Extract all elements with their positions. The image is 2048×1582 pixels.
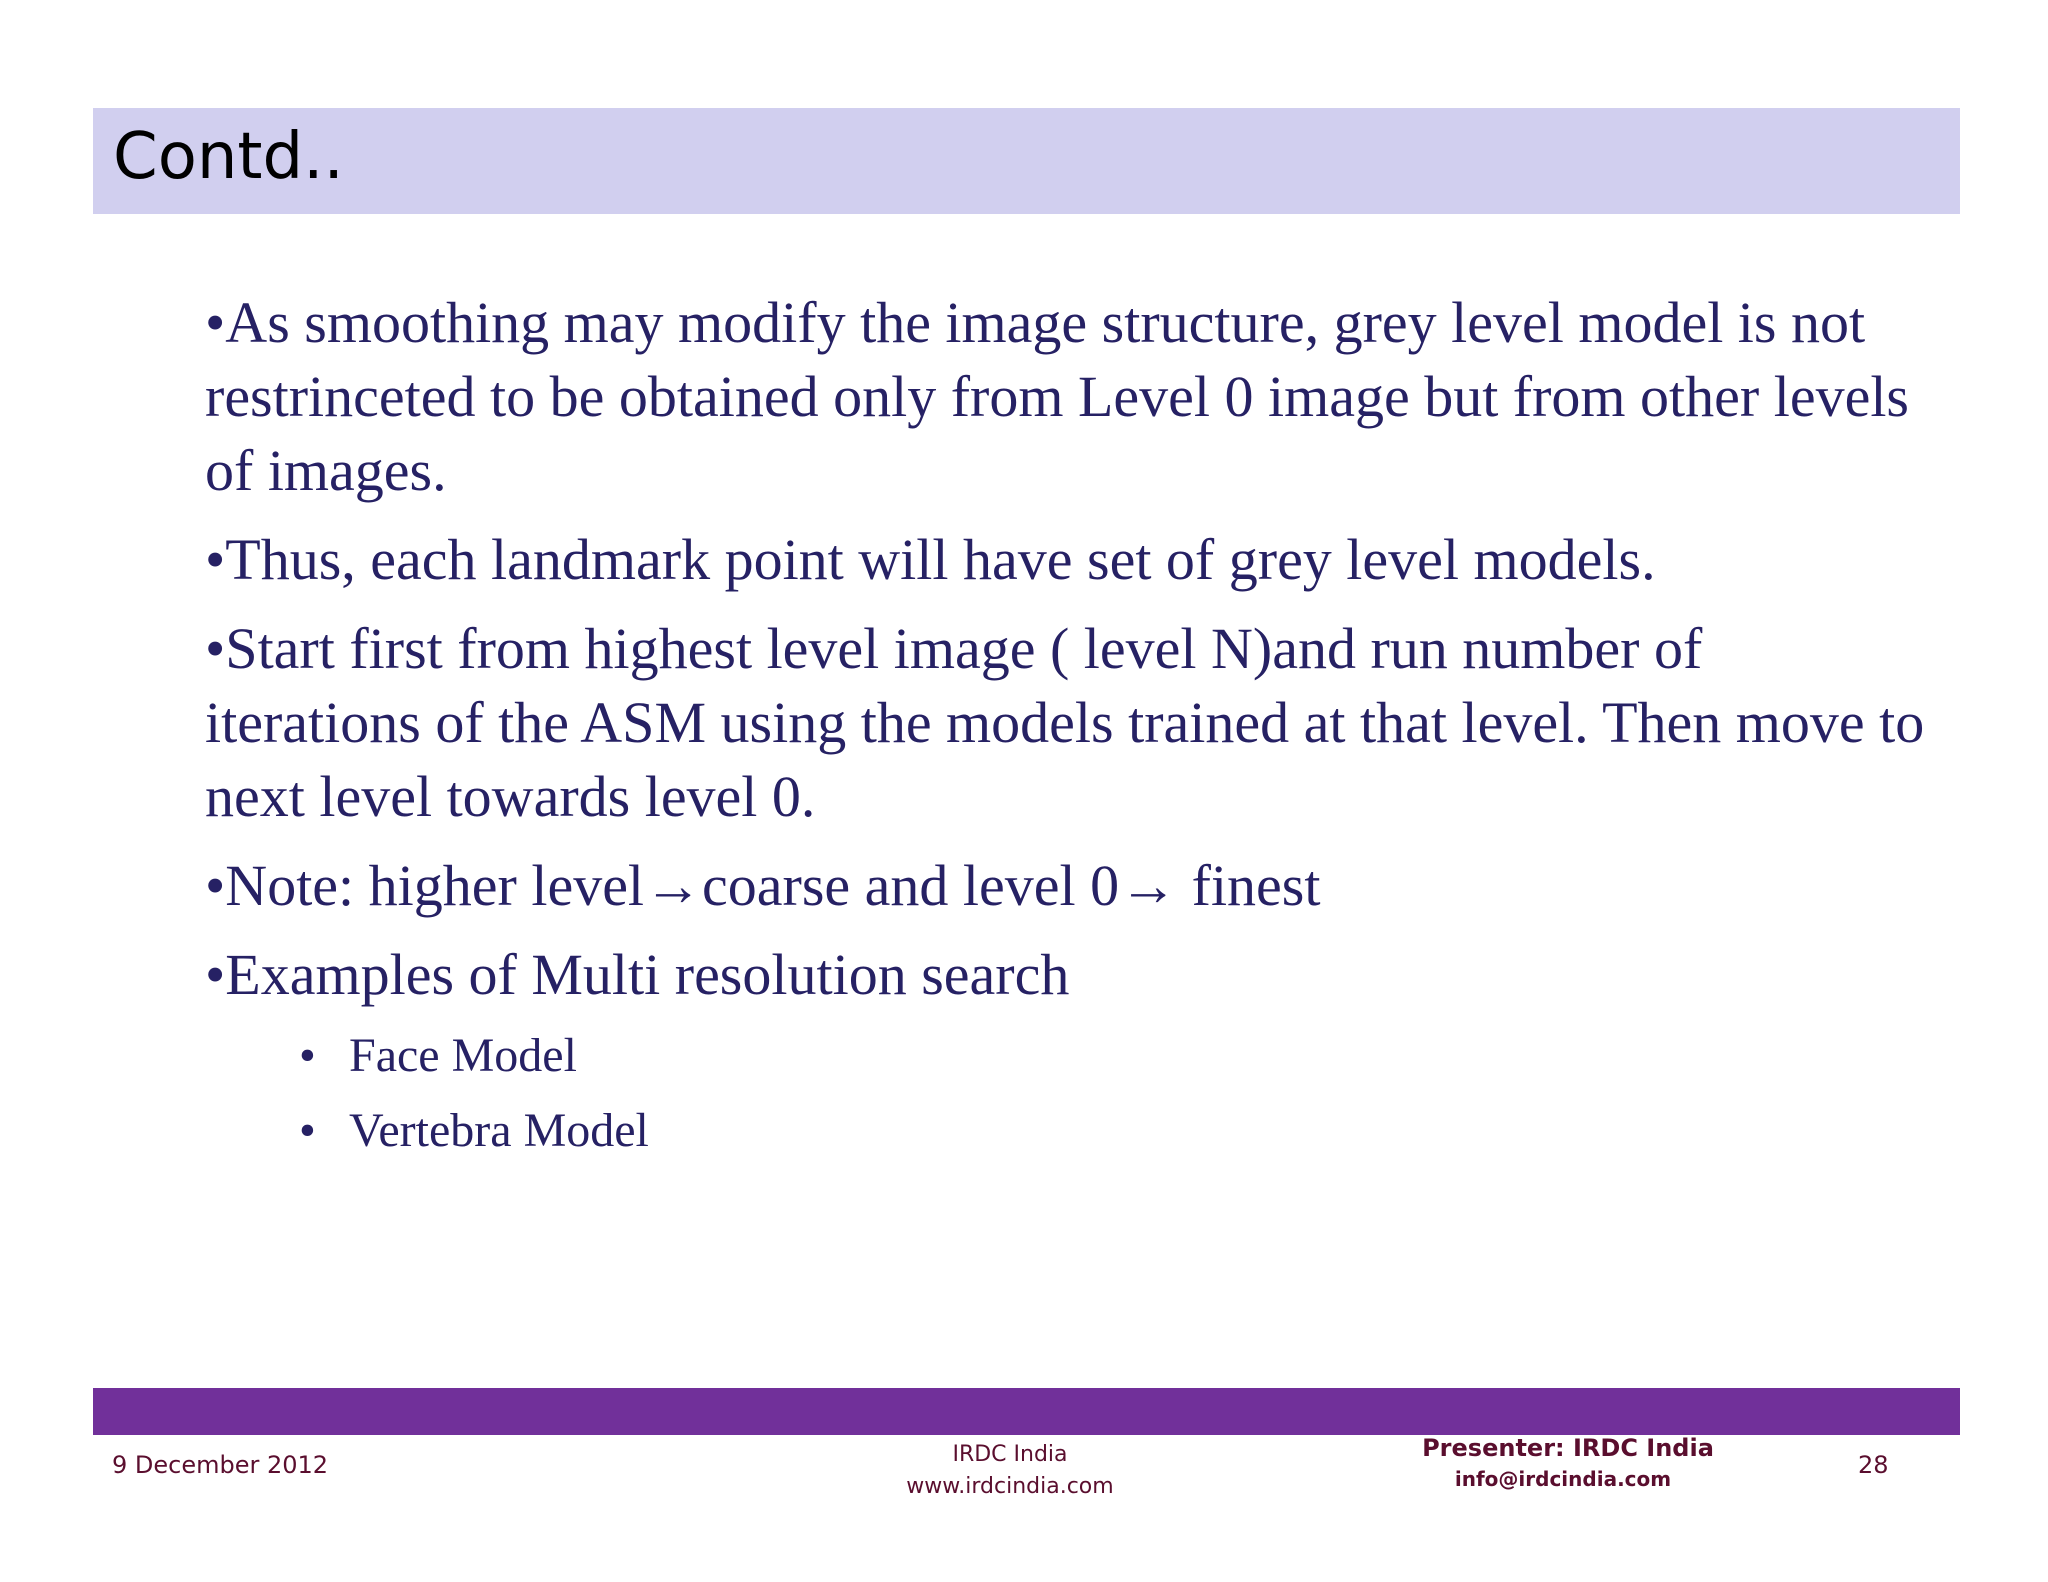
slide-title: Contd..	[113, 120, 344, 194]
sub-bullet-label: Vertebra Model	[349, 1104, 649, 1157]
sub-bullet-item	[299, 1018, 1925, 1093]
bullet-item: •As smoothing may modify the image structure, grey level model is not restrinceted to be obtained only from Level 0 image but from other levels of images.	[205, 290, 1910, 503]
footer-bar	[93, 1388, 1960, 1435]
bullet-item: •Thus, each landmark point will have set of grey level models.	[205, 527, 1656, 592]
bullet-dot-icon: •	[299, 1029, 316, 1082]
footer-email: info@irdcindia.com	[1454, 1467, 1672, 1491]
sub-bullet-list	[205, 1018, 1925, 1168]
slide-body	[205, 286, 1925, 1168]
sub-bullet-label: Face Model	[349, 1029, 577, 1082]
bullet-dot-icon: •	[299, 1104, 316, 1157]
bullet-item: •Examples of Multi resolution search	[205, 942, 1070, 1007]
footer-org-name: IRDC India	[952, 1442, 1068, 1467]
footer-org	[906, 1439, 1113, 1503]
footer-org-url: www.irdcindia.com	[906, 1474, 1114, 1499]
footer-date: 9 December 2012	[112, 1451, 329, 1479]
sub-bullet-item	[299, 1093, 1925, 1168]
bullet-item: •Note: higher level→coarse and level 0→ finest	[205, 853, 1321, 918]
title-bar	[93, 108, 1960, 214]
page-number: 28	[1858, 1451, 1889, 1479]
bullet-item: •Start first from highest level image ( level N)and run number of iterations of the ASM using the models trained at that level. Then move to next level towards level 0.	[205, 616, 1925, 829]
footer-presenter: Presenter: IRDC India	[1422, 1434, 1714, 1462]
